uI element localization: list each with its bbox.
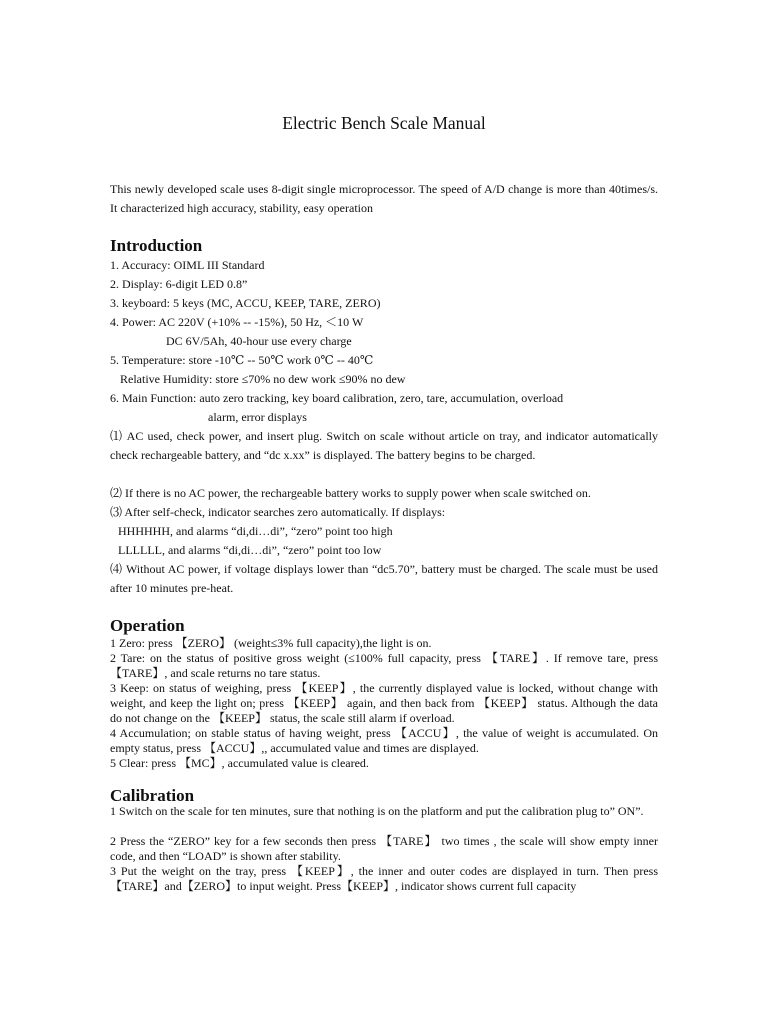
note-1: ⑴ AC used, check power, and insert plug. Switch on scale without article on tray, and indicator automatically check rechargeable battery, and “dc x.xx” is displayed. The battery begins to be charged. <box>110 429 658 462</box>
spec-accuracy: 1. Accuracy: OIML III Standard <box>110 258 265 272</box>
operation-heading: Operation <box>110 616 185 635</box>
spec-keyboard: 3. keyboard: 5 keys (MC, ACCU, KEEP, TARE, ZERO) <box>110 296 381 310</box>
spec-temperature: 5. Temperature: store -10℃ -- 50℃ work 0℃ -- 40℃ <box>110 353 374 367</box>
calibration-step-2: 2 Press the “ZERO” key for a few seconds then press 【TARE】 two times , the scale will show empty inner code, and then “LOAD” is shown after stability. <box>110 834 658 864</box>
page-title: Electric Bench Scale Manual <box>282 113 486 133</box>
intro-paragraph: This newly developed scale uses 8-digit single microprocessor. The speed of A/D change is more than 40times/s. It characterized high accuracy, stability, easy operation <box>110 182 658 215</box>
spec-main-function-cont: alarm, error displays <box>208 410 307 424</box>
calibration-step-3: 3 Put the weight on the tray, press 【KEEP】, the inner and outer codes are displayed in turn. Then press【TARE】and【ZERO】to input weight. Press【KEEP】, indicator shows current full capacity <box>110 864 658 894</box>
operation-clear: 5 Clear: press 【MC】, accumulated value is cleared. <box>110 756 369 770</box>
note-3-low: LLLLLL, and alarms “di,di…di”, “zero” point too low <box>118 543 382 557</box>
note-4: ⑷ Without AC power, if voltage displays lower than “dc5.70”, battery must be charged. The scale must be used after 10 minutes pre-heat. <box>110 562 658 595</box>
spec-display: 2. Display: 6-digit LED 0.8” <box>110 277 248 291</box>
spec-humidity: Relative Humidity: store ≤70% no dew work ≤90% no dew <box>120 372 406 386</box>
spec-power: 4. Power: AC 220V (+10% -- -15%), 50 Hz, ＜10 W <box>110 315 364 329</box>
note-3: ⑶ After self-check, indicator searches zero automatically. If displays: <box>110 505 446 519</box>
operation-accumulation: 4 Accumulation; on stable status of having weight, press 【ACCU】, the value of weight is accumulated. On empty status, press 【ACCU】,, accumulated value and times are displayed. <box>110 726 658 756</box>
calibration-heading: Calibration <box>110 786 195 805</box>
operation-zero: 1 Zero: press 【ZERO】 (weight≤3% full capacity),the light is on. <box>110 636 432 650</box>
note-3-high: HHHHHH, and alarms “di,di…di”, “zero” point too high <box>118 524 393 538</box>
calibration-step-1: 1 Switch on the scale for ten minutes, sure that nothing is on the platform and put the calibration plug to” ON”. <box>110 804 644 818</box>
spec-power-dc: DC 6V/5Ah, 40-hour use every charge <box>166 334 352 348</box>
introduction-heading: Introduction <box>110 236 203 255</box>
note-2: ⑵ If there is no AC power, the rechargeable battery works to supply power when scale switched on. <box>110 486 591 500</box>
spec-main-function: 6. Main Function: auto zero tracking, key board calibration, zero, tare, accumulation, overload <box>110 391 564 405</box>
operation-tare: 2 Tare: on the status of positive gross weight (≤100% full capacity, press 【TARE】. If remove tare, press 【TARE】, and scale returns no tare status. <box>110 651 658 681</box>
operation-keep: 3 Keep: on status of weighing, press 【KEEP】, the currently displayed value is locked, without change with weight, and keep the light on; press 【KEEP】 again, and then back from 【KEEP】 status. Although the data do not change on the 【KEEP】 status, the scale still alarm if overload. <box>110 681 658 726</box>
